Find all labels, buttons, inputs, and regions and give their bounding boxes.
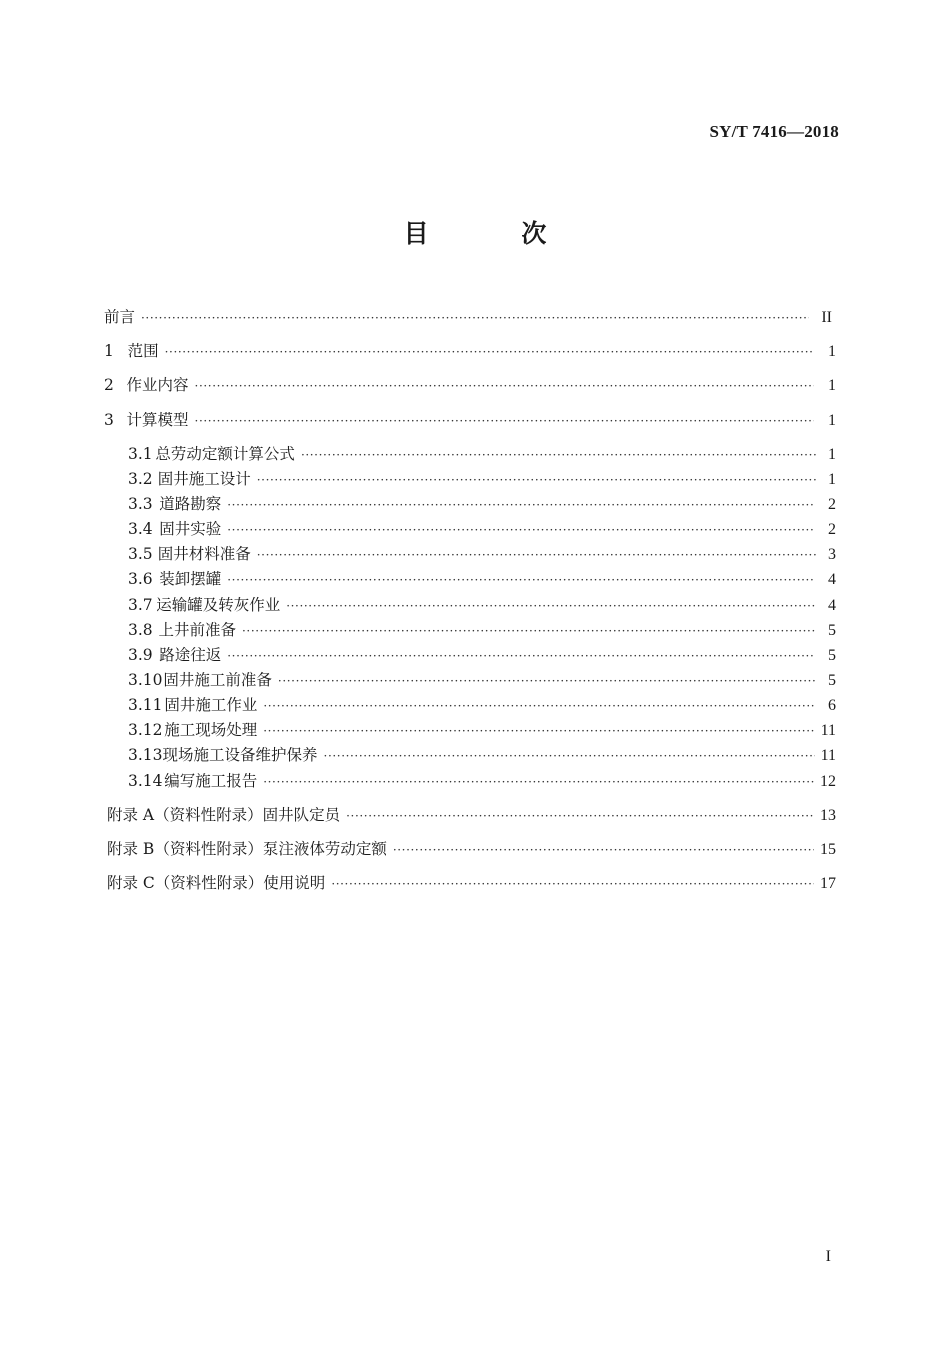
toc-label: 范围 bbox=[127, 342, 159, 360]
leader-dots bbox=[301, 443, 817, 465]
toc-page: 3 bbox=[828, 546, 837, 563]
toc-page: 17 bbox=[820, 875, 836, 892]
page-title: 目 次 bbox=[403, 219, 589, 248]
page-number: I bbox=[825, 1248, 831, 1265]
toc-label: 作业内容 bbox=[126, 376, 189, 394]
toc-number: 3.13 bbox=[128, 746, 163, 764]
toc-number: 附录 C（资料性附录） bbox=[107, 874, 264, 892]
toc-number: 3.12 bbox=[128, 721, 163, 739]
toc-label: 道路勘察 bbox=[159, 495, 222, 513]
toc-number: 3.14 bbox=[128, 772, 163, 790]
toc-page: 15 bbox=[820, 841, 836, 858]
toc-entry-3-3[interactable] bbox=[128, 493, 836, 515]
toc-label: 运输罐及转灰作业 bbox=[156, 596, 281, 614]
leader-dots bbox=[227, 493, 815, 515]
standard-code: SY/T 7416—2018 bbox=[709, 122, 839, 141]
leader-dots bbox=[141, 306, 809, 328]
leader-dots bbox=[195, 409, 815, 431]
toc-label: 固井实验 bbox=[159, 520, 222, 538]
toc-page: 4 bbox=[827, 571, 836, 588]
toc-page: 1 bbox=[828, 471, 837, 488]
leader-dots bbox=[195, 374, 815, 396]
leader-dots bbox=[227, 568, 815, 590]
leader-dots bbox=[263, 694, 816, 716]
toc-label: 施工现场处理 bbox=[164, 721, 258, 739]
toc-entry-3-13[interactable] bbox=[128, 744, 836, 766]
toc-label: 固井材料准备 bbox=[157, 545, 251, 563]
toc-number: 1 bbox=[104, 342, 114, 360]
leader-dots bbox=[331, 872, 814, 894]
toc-entry-3-14[interactable] bbox=[128, 770, 836, 792]
toc-entry-3-4[interactable] bbox=[128, 518, 836, 540]
toc-number: 3.6 bbox=[128, 570, 153, 588]
toc-number: 3.10 bbox=[128, 671, 163, 689]
toc-entry-2[interactable] bbox=[104, 374, 836, 396]
toc-page: 4 bbox=[828, 597, 836, 614]
toc-number: 2 bbox=[104, 376, 114, 394]
leader-dots bbox=[227, 518, 815, 540]
toc-number: 3.11 bbox=[128, 696, 163, 714]
toc-number: 3.1 bbox=[128, 445, 153, 463]
toc-page: 1 bbox=[828, 446, 836, 463]
toc-entry-foreword[interactable] bbox=[104, 306, 832, 328]
leader-dots bbox=[286, 594, 816, 616]
leader-dots bbox=[263, 719, 814, 741]
toc-page: 5 bbox=[828, 672, 836, 689]
leader-dots bbox=[324, 744, 815, 766]
toc-entry-3-2[interactable] bbox=[128, 468, 836, 490]
toc-entry-3[interactable] bbox=[104, 409, 836, 431]
toc-entry-3-1[interactable] bbox=[128, 443, 836, 465]
toc-label: 装卸摆罐 bbox=[159, 570, 222, 588]
toc-number: 3.9 bbox=[128, 646, 153, 664]
toc-label: 现场施工设备维护保养 bbox=[162, 746, 318, 764]
toc-page: 12 bbox=[820, 773, 836, 790]
toc-entry-3-5[interactable] bbox=[128, 543, 836, 565]
toc-entry-3-10[interactable] bbox=[128, 669, 836, 691]
toc-label: 总劳动定额计算公式 bbox=[155, 445, 295, 463]
toc-number: 3.5 bbox=[128, 545, 153, 563]
toc-page: 11 bbox=[820, 747, 836, 764]
leader-dots bbox=[346, 804, 814, 826]
toc-page: 2 bbox=[827, 521, 836, 538]
toc-number: 3.8 bbox=[128, 621, 153, 639]
leader-dots bbox=[227, 644, 815, 666]
toc-label: 路途往返 bbox=[159, 646, 222, 664]
toc-page: 2 bbox=[827, 496, 836, 513]
toc-label: 固井队定员 bbox=[262, 806, 341, 824]
leader-dots bbox=[242, 619, 816, 641]
toc-number: 3.4 bbox=[128, 520, 153, 538]
toc-page: 5 bbox=[827, 647, 836, 664]
toc-page: II bbox=[821, 309, 832, 326]
leader-dots bbox=[257, 468, 816, 490]
leader-dots bbox=[278, 669, 817, 691]
toc-entry-1[interactable] bbox=[104, 340, 836, 362]
toc-page: 13 bbox=[820, 807, 836, 824]
toc-entry-appendix-b[interactable] bbox=[107, 838, 836, 860]
toc-page: 6 bbox=[828, 697, 836, 714]
toc-label: 固井施工设计 bbox=[157, 470, 251, 488]
leader-dots bbox=[263, 770, 814, 792]
toc-entry-3-9[interactable] bbox=[128, 644, 836, 666]
toc-label: 使用说明 bbox=[263, 874, 326, 892]
toc-entry-appendix-c[interactable] bbox=[107, 872, 836, 894]
toc-number: 3.3 bbox=[128, 495, 153, 513]
toc-label: 计算模型 bbox=[126, 411, 189, 429]
toc-label: 固井施工前准备 bbox=[163, 671, 272, 689]
toc-number: 3.2 bbox=[128, 470, 153, 488]
toc-number: 附录 A（资料性附录） bbox=[107, 806, 263, 824]
toc-page: 11 bbox=[820, 722, 836, 739]
toc-entry-3-11[interactable] bbox=[128, 694, 836, 716]
toc-page: 1 bbox=[827, 412, 836, 429]
toc-label: 上井前准备 bbox=[158, 621, 236, 639]
toc-page: 5 bbox=[828, 622, 836, 639]
leader-dots bbox=[257, 543, 816, 565]
toc-label: 固井施工作业 bbox=[164, 696, 258, 714]
toc-entry-appendix-a[interactable] bbox=[107, 804, 836, 826]
toc-page: 1 bbox=[828, 343, 836, 360]
toc-page: 1 bbox=[827, 377, 836, 394]
toc-entry-3-12[interactable] bbox=[128, 719, 836, 741]
toc-label: 前言 bbox=[104, 308, 136, 326]
toc-number: 3.7 bbox=[128, 596, 153, 614]
toc-label: 泵注液体劳动定额 bbox=[262, 840, 387, 858]
leader-dots bbox=[165, 340, 814, 362]
toc-entry-3-7[interactable] bbox=[128, 594, 836, 616]
toc-number: 附录 B（资料性附录） bbox=[107, 840, 263, 858]
toc-number: 3 bbox=[104, 411, 114, 429]
leader-dots bbox=[393, 838, 814, 860]
toc-entry-3-6[interactable] bbox=[128, 568, 836, 590]
toc-label: 编写施工报告 bbox=[164, 772, 258, 790]
toc-entry-3-8[interactable] bbox=[128, 619, 836, 641]
